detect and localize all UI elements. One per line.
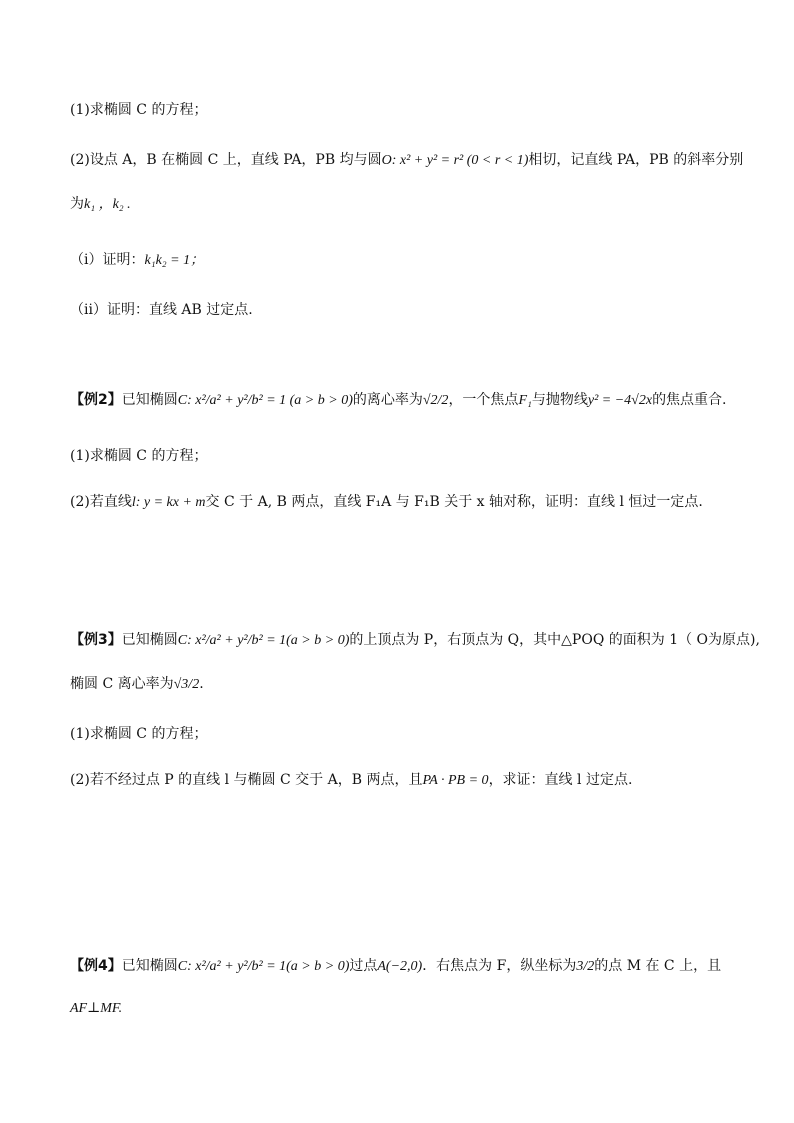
example-3-label: 【例3】 [70,632,122,648]
subq-ii [70,300,754,320]
ex2-part2-text-a: (2)若直线 [70,494,132,510]
example-2-label: 【例2】 [70,392,122,408]
ex4-text-1: 已知椭圆 [121,958,178,974]
ex3-eccentricity: √3/2 [173,677,200,692]
ex2-focus-f1: F₁ [518,393,532,408]
subq-i [70,250,754,271]
ex3-dot-product: PA · PB = 0 [422,773,489,788]
ex4-ellipse-equation: C: x²/a² + y²/b² = 1(a > b > 0) [177,959,350,974]
ex3-part2-text-a: (2)若不经过点 P 的直线 l 与椭圆 C 交于 A，B 两点，且 [70,772,423,788]
ex2-line-equation: l: y = kx + m [131,495,206,510]
ex3-text-4: . [199,676,204,692]
ex4-fraction: 3/2 [576,959,595,974]
ex3-ellipse-equation: C: x²/a² + y²/b² = 1(a > b > 0) [177,633,350,648]
example-4-label: 【例4】 [70,958,122,974]
ex3-part1 [70,724,754,744]
part1-question [70,100,754,120]
ex2-part2 [70,492,754,513]
ex4-point-a: A(−2,0) [377,959,423,974]
ex3-eccentricity-line [70,674,754,695]
ex2-eccentricity: √2/2 [422,393,449,408]
part2-continuation [70,194,754,215]
ex2-text-3: ，一个焦点 [448,392,519,408]
part1-text: (1)求椭圆 C 的方程； [70,102,208,118]
ex2-part1 [70,446,754,466]
ex4-text-4: 的点 M 在 C 上，且 [594,958,722,974]
ex2-text-1: 已知椭圆 [121,392,178,408]
ex2-part1-text: (1)求椭圆 C 的方程； [70,448,208,464]
ex2-text-5: 的焦点重合. [652,392,727,408]
ex3-text-2: 的上顶点为 P，右顶点为 Q，其中△POQ 的面积为 1（ O为原点), [349,632,760,648]
ex4-perpendicular: AF⊥MF. [70,1001,123,1016]
ex3-text-3: 椭圆 C 离心率为 [70,676,174,692]
circle-equation: O: x² + y² = r² (0 < r < 1) [381,153,529,168]
example-3-statement [70,630,760,651]
ex3-text-1: 已知椭圆 [121,632,178,648]
ex2-ellipse-equation: C: x²/a² + y²/b² = 1 (a > b > 0) [177,393,353,408]
ex2-text-2: 的离心率为 [352,392,423,408]
ex3-part1-text: (1)求椭圆 C 的方程； [70,726,208,742]
ex2-text-4: 与抛物线 [531,392,588,408]
ex4-text-2: 过点 [349,958,378,974]
example-4-statement [70,956,754,977]
ex2-parabola-equation: y² = −4√2x [587,393,653,408]
subq-i-text: （i）证明： [70,252,145,268]
slopes-k1-k2: k₁ ，k₂ . [84,197,131,212]
part2-cont-text: 为 [70,196,84,212]
part2-question [70,150,754,171]
ex3-part2 [70,770,754,791]
part2-text-b: 相切，记直线 PA，PB 的斜率分别 [528,152,744,168]
subq-ii-text: （ii）证明：直线 AB 过定点. [70,302,253,318]
part2-text-a: (2)设点 A，B 在椭圆 C 上，直线 PA，PB 均与圆 [70,152,382,168]
ex4-text-3: ．右焦点为 F，纵坐标为 [422,958,577,974]
ex2-part2-text-b: 交 C 于 A, B 两点，直线 F₁A 与 F₁B 关于 x 轴对称，证明：直线 l 恒过一定点. [205,494,703,510]
ex3-part2-text-b: ，求证：直线 l 过定点. [488,772,633,788]
ex4-continuation [70,998,754,1019]
k1k2-equation: k₁k₂ = 1； [144,253,205,268]
example-2-statement [70,390,754,411]
